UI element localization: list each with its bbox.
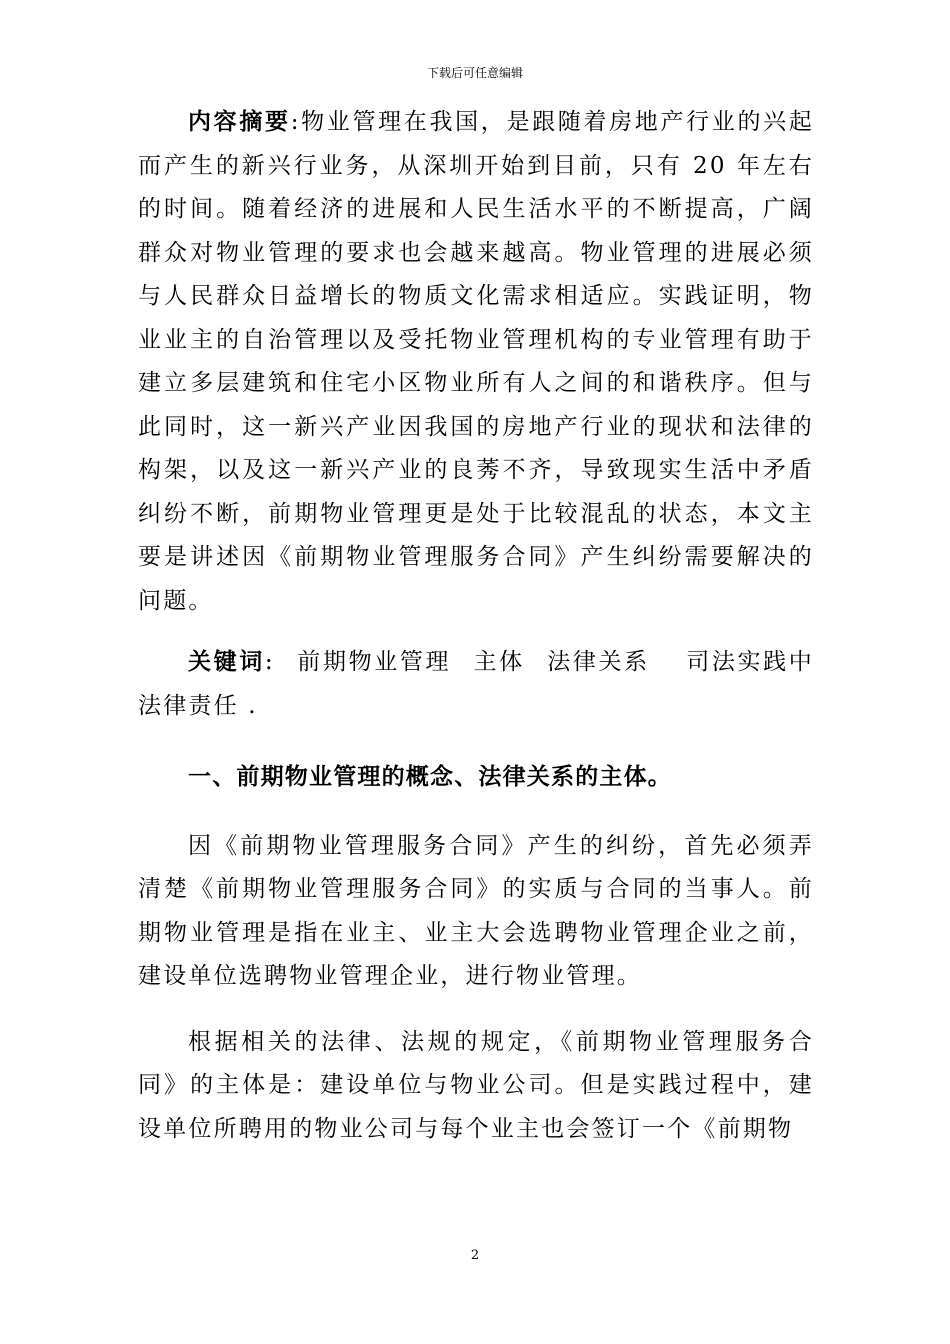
section-paragraph-2: 根据相关的法律、法规的规定，《前期物业管理服务合同》的主体是：建设单位与物业公司。但是实践过程中，建设单位所聘用的物业公司与每个业主也会签订一个《前期物: [138, 1028, 814, 1142]
section-paragraph-1: 因《前期物业管理服务合同》产生的纠纷，首先必须弄清楚《前期物业管理服务合同》的实质与合同的当事人。前期物业管理是指在业主、业主大会选聘物业管理企业之前，建设单位选聘物业管理企业，进行物业管理。: [138, 832, 814, 989]
keyword-item: 主体: [473, 649, 525, 675]
section-heading: 一、前期物业管理的概念、法律关系的主体。: [188, 764, 672, 790]
keyword-item: 法律关系: [546, 649, 650, 675]
page-number: 2: [470, 1248, 480, 1263]
keyword-item: 法律责任 .: [138, 692, 258, 719]
abstract-paragraph: [138, 101, 814, 623]
document-body: [138, 101, 814, 1151]
keywords-label: 关键词: [188, 649, 265, 675]
abstract-text: 物业管理在我国，是跟随着房地产行业的兴起而产生的新兴行业务，从深圳开始到目前，只有 20 年左右的时间。随着经济的进展和人民生活水平的不断提高，广阔群众对物业管理的要求也会越来越高。物业管理的进展必须与人民群众日益增长的物质文化需求相适应。实践证明，物业业主的自治管理以及受托物业管理机构的专业管理有助于建立多层建筑和住宅小区物业所有人之间的和谐秩序。但与此同时，这一新兴产业因我国的房地产行业的现状和法律的构架，以及这一新兴产业的良莠不齐，导致现实生活中矛盾纠纷不断，前期物业管理更是处于比较混乱的状态，本文主要是讲述因《前期物业管理服务合同》产生纠纷需要解决的问题。: [138, 109, 815, 614]
keyword-item: 司法实践中: [685, 649, 815, 675]
keywords-colon: :: [264, 649, 275, 675]
keyword-item: 前期物业管理: [296, 649, 452, 675]
page-header: 下载后可任意编辑: [426, 66, 523, 80]
abstract-colon: :: [290, 109, 301, 135]
keywords-paragraph: [138, 641, 814, 728]
abstract-label: 内容摘要: [188, 109, 291, 135]
